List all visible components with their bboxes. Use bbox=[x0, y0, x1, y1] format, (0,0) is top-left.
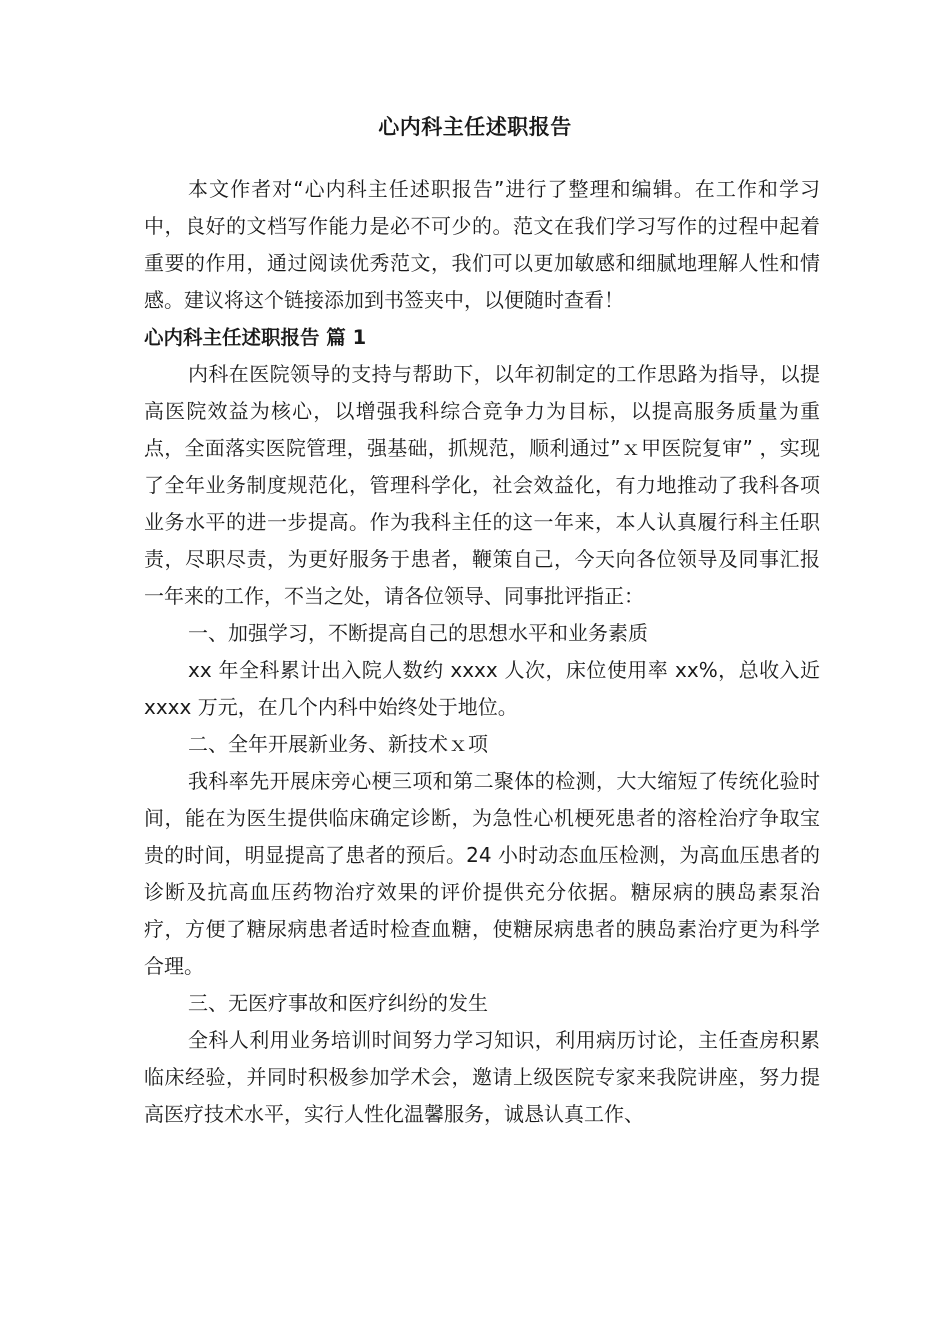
section-heading: 心内科主任述职报告 篇 1 bbox=[144, 326, 367, 349]
document-body bbox=[144, 171, 820, 1133]
subheading-1: 一、加强学习，不断提高自己的思想水平和业务素质 bbox=[188, 621, 648, 645]
body-paragraph: 全科人利用业务培训时间努力学习知识，利用病历讨论，主任查房积累临床经验，并同时积极参加学术会，邀请上级医院专家来我院讲座，努力提高医疗技术水平，实行人性化温馨服务，诚恳认真工作、 bbox=[144, 1028, 820, 1126]
subheading-3: 三、无医疗事故和医疗纠纷的发生 bbox=[188, 991, 488, 1015]
intro-paragraph: 本文作者对“心内科主任述职报告”进行了整理和编辑。在工作和学习中，良好的文档写作能力是必不可少的。范文在我们学习写作的过程中起着重要的作用，通过阅读优秀范文，我们可以更加敏感和细腻地理解人性和情感。建议将这个链接添加到书签夹中，以便随时查看！ bbox=[144, 177, 820, 312]
body-paragraph: xx 年全科累计出入院人数约 xxxx 人次，床位使用率 xx%，总收入近 xxxx 万元，在几个内科中始终处于地位。 bbox=[144, 658, 820, 719]
body-paragraph: 内科在医院领导的支持与帮助下，以年初制定的工作思路为指导，以提高医院效益为核心，以增强我科综合竞争力为目标，以提高服务质量为重点，全面落实医院管理，强基础，抓规范，顺利通过”ｘ甲医院复审” ，实现了全年业务制度规范化，管理科学化，社会效益化，有力地推动了我科各项业务水平的进一步提高。作为我科主任的这一年来，本人认真履行科主任职责，尽职尽责，为更好服务于患者，鞭策自己，今天向各位领导及同事汇报一年来的工作，不当之处，请各位领导、同事批评指正： bbox=[144, 362, 820, 608]
body-paragraph: 我科率先开展床旁心梗三项和第二聚体的检测，大大缩短了传统化验时间，能在为医生提供临床确定诊断，为急性心机梗死患者的溶栓治疗争取宝贵的时间，明显提高了患者的预后。24 小时动态血压检测，为高血压患者的诊断及抗高血压药物治疗效果的评价提供充分依据。糖尿病的胰岛素泵治疗，方便了糖尿病患者适时检查血糖，使糖尿病患者的胰岛素治疗更为科学合理。 bbox=[144, 769, 820, 978]
document-title: 心内科主任述职报告 bbox=[378, 115, 572, 139]
subheading-2: 二、全年开展新业务、新技术ｘ项 bbox=[188, 732, 488, 756]
